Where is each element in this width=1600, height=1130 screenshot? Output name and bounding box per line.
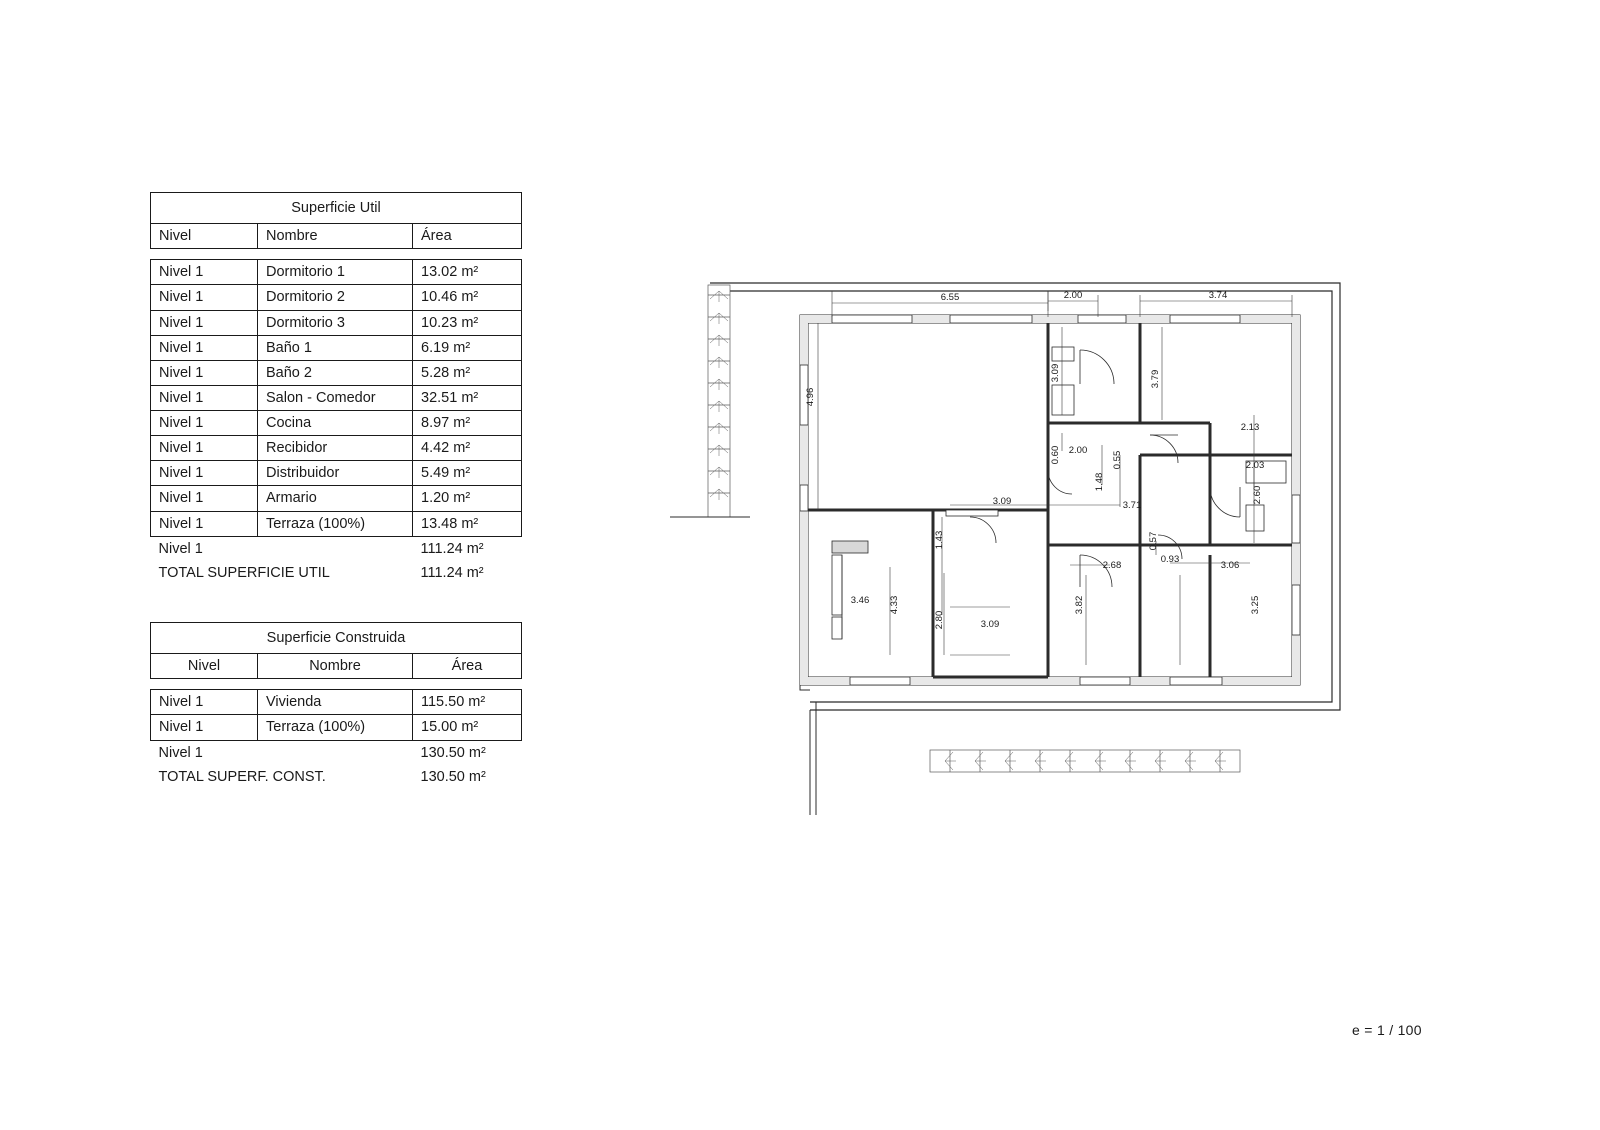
bath-fixtures <box>1052 347 1286 531</box>
dim-3-74: 3.74 <box>1208 290 1228 301</box>
cell-area: 10.46 m² <box>413 285 522 310</box>
cell-nombre: Cocina <box>258 411 413 436</box>
terrace-outline <box>800 520 940 685</box>
subtotal-area: 111.24 m² <box>420 540 484 557</box>
cell-nombre: Terraza (100%) <box>258 511 413 536</box>
cell-area: 6.19 m² <box>413 335 522 360</box>
cell-nombre: Baño 2 <box>258 360 413 385</box>
cell-nivel: Nivel 1 <box>151 385 258 410</box>
cell-nivel: Nivel 1 <box>151 335 258 360</box>
subtotal-blank <box>258 536 413 561</box>
dim-3-09-v: 3.09 <box>1050 363 1061 383</box>
dim-2-00-top: 2.00 <box>1063 290 1083 301</box>
cell-nombre: Baño 1 <box>258 335 413 360</box>
total-row <box>151 765 522 789</box>
header-nombre: Nombre <box>258 224 413 249</box>
table-row <box>151 310 522 335</box>
cell-area: 1.20 m² <box>413 486 522 511</box>
dim-2-00-mid: 2.00 <box>1068 445 1088 456</box>
header-nivel: Nivel <box>151 654 258 679</box>
table-row <box>151 690 522 715</box>
door-swings <box>970 350 1240 587</box>
dim-3-25: 3.25 <box>1250 595 1261 615</box>
header-area: Área <box>413 224 522 249</box>
table-row <box>151 715 522 740</box>
cell-area: 13.48 m² <box>413 511 522 536</box>
cell-nivel: Nivel 1 <box>151 310 258 335</box>
dim-2-60: 2.60 <box>1252 485 1263 505</box>
dim-3-71: 3.71 <box>1122 500 1142 511</box>
cell-nombre: Recibidor <box>258 436 413 461</box>
cell-nombre: Dormitorio 3 <box>258 310 413 335</box>
cell-area: 8.97 m² <box>413 411 522 436</box>
table-row <box>151 461 522 486</box>
dim-4-33: 4.33 <box>889 595 900 615</box>
table-header-row <box>151 654 522 679</box>
cell-area: 115.50 m² <box>413 690 522 715</box>
cell-nivel: Nivel 1 <box>151 436 258 461</box>
table-row <box>151 360 522 385</box>
superficie-construida-table <box>150 622 522 789</box>
table-row <box>151 511 522 536</box>
table-spacer <box>151 679 522 690</box>
dim-3-09-h2: 3.09 <box>980 619 1000 630</box>
dim-3-06: 3.06 <box>1220 560 1240 571</box>
cell-nombre: Terraza (100%) <box>258 715 413 740</box>
dim-0-57: 0.57 <box>1148 531 1159 551</box>
cell-nombre: Salon - Comedor <box>258 385 413 410</box>
header-nivel: Nivel <box>151 224 258 249</box>
cell-nivel: Nivel 1 <box>151 360 258 385</box>
dim-1-43: 1.43 <box>934 530 945 550</box>
table-spacer <box>151 249 522 260</box>
cell-nivel: Nivel 1 <box>151 690 258 715</box>
cell-nivel: Nivel 1 <box>151 486 258 511</box>
cell-nivel: Nivel 1 <box>151 411 258 436</box>
table-row <box>151 260 522 285</box>
cell-area: 5.49 m² <box>413 461 522 486</box>
cell-area: 32.51 m² <box>413 385 522 410</box>
cell-nombre: Dormitorio 2 <box>258 285 413 310</box>
cell-nivel: Nivel 1 <box>151 715 258 740</box>
cell-area: 4.42 m² <box>413 436 522 461</box>
table-row <box>151 486 522 511</box>
total-label: TOTAL SUPERFICIE UTIL <box>158 564 330 581</box>
cell-nombre: Armario <box>258 486 413 511</box>
cell-nivel: Nivel 1 <box>151 461 258 486</box>
total-area: 111.24 m² <box>420 564 484 581</box>
cell-nivel: Nivel 1 <box>151 511 258 536</box>
floor-plan-drawing <box>650 255 1430 815</box>
dim-6-55: 6.55 <box>940 292 960 303</box>
table-row <box>151 335 522 360</box>
hedge-left <box>708 285 730 517</box>
header-area: Área <box>413 654 522 679</box>
table-header-row <box>151 224 522 249</box>
dim-0-60: 0.60 <box>1050 445 1061 465</box>
cell-area: 13.02 m² <box>413 260 522 285</box>
dimension-labels <box>805 290 1264 630</box>
total-row <box>151 561 522 585</box>
dim-3-46: 3.46 <box>850 595 870 606</box>
subtotal-nivel: Nivel 1 <box>158 744 203 761</box>
cell-nombre: Vivienda <box>258 690 413 715</box>
kitchen-fixtures <box>832 541 868 639</box>
dim-0-93: 0.93 <box>1160 554 1180 565</box>
total-area: 130.50 m² <box>420 768 486 785</box>
table-row <box>151 436 522 461</box>
total-label: TOTAL SUPERF. CONST. <box>158 768 326 785</box>
dim-4-96: 4.96 <box>805 387 816 407</box>
dim-1-48: 1.48 <box>1094 472 1105 492</box>
cell-nombre: Distribuidor <box>258 461 413 486</box>
superficie-util-table <box>150 192 522 585</box>
table-row <box>151 411 522 436</box>
dim-2-80: 2.80 <box>934 610 945 630</box>
subtotal-area: 130.50 m² <box>420 744 486 761</box>
cell-nombre: Dormitorio 1 <box>258 260 413 285</box>
table-row <box>151 385 522 410</box>
dim-3-79: 3.79 <box>1150 369 1161 389</box>
dim-0-55: 0.55 <box>1112 450 1123 470</box>
superficie-construida-title: Superficie Construida <box>151 623 522 654</box>
cell-nivel: Nivel 1 <box>151 285 258 310</box>
subtotal-blank <box>258 740 413 765</box>
dim-2-13: 2.13 <box>1240 422 1260 433</box>
cell-area: 10.23 m² <box>413 310 522 335</box>
header-nombre: Nombre <box>258 654 413 679</box>
subtotal-row <box>151 536 522 561</box>
dim-2-68: 2.68 <box>1102 560 1122 571</box>
subtotal-row <box>151 740 522 765</box>
superficie-util-title: Superficie Util <box>151 193 522 224</box>
dim-2-03: 2.03 <box>1245 460 1265 471</box>
table-title-row <box>151 623 522 654</box>
scale-note: e = 1 / 100 <box>1352 1022 1422 1038</box>
cell-area: 15.00 m² <box>413 715 522 740</box>
subtotal-nivel: Nivel 1 <box>158 540 203 557</box>
table-title-row <box>151 193 522 224</box>
cell-nivel: Nivel 1 <box>151 260 258 285</box>
cell-area: 5.28 m² <box>413 360 522 385</box>
table-row <box>151 285 522 310</box>
hedge-bottom <box>930 750 1240 772</box>
dim-3-09-h1: 3.09 <box>992 496 1012 507</box>
dim-3-82: 3.82 <box>1074 595 1085 615</box>
